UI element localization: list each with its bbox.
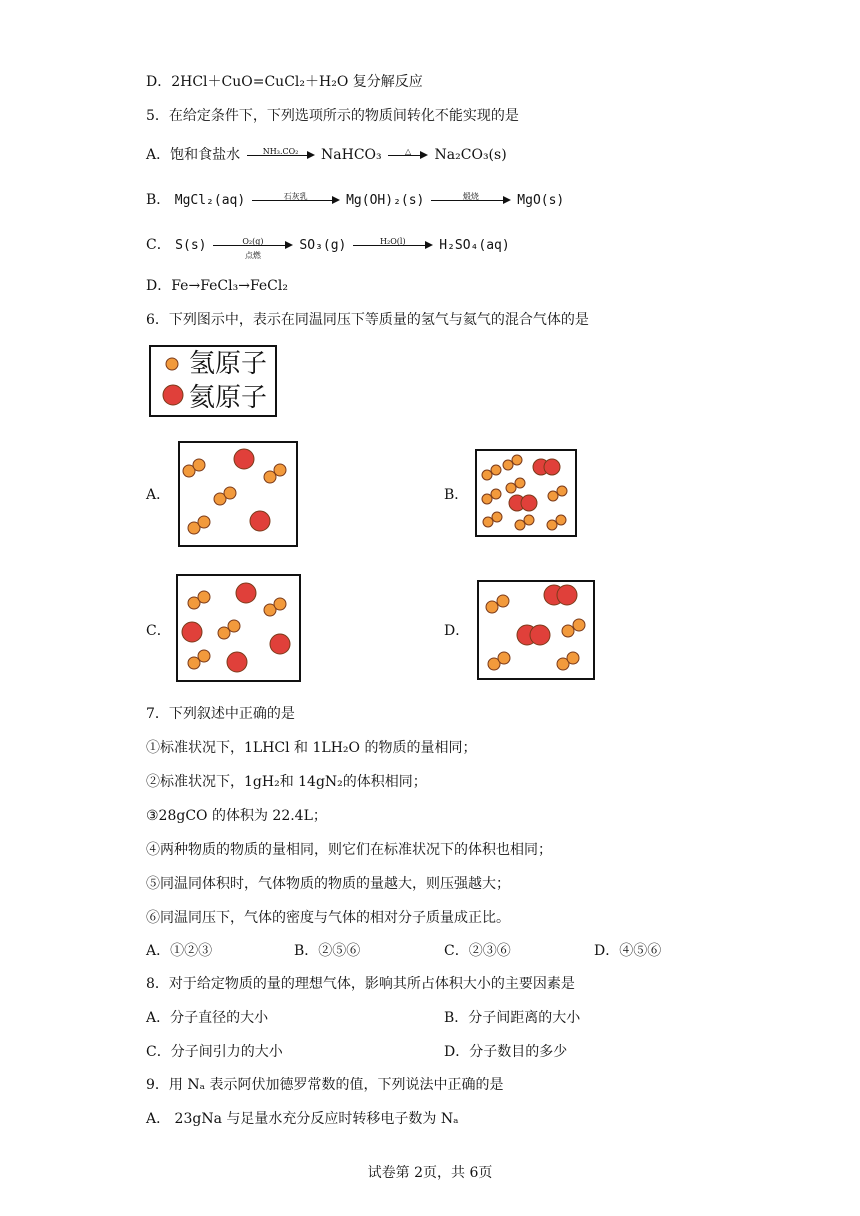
h2-molecule: [488, 652, 510, 670]
h2-molecule: [188, 650, 210, 669]
hydrogen-atom: [498, 652, 510, 664]
q5-option-d: D．Fe→FeCl₃→FeCl₂: [146, 278, 288, 294]
hydrogen-atom: [198, 516, 210, 528]
reaction-arrow: [213, 235, 293, 260]
q5-c-end: H₂SO₄(aq): [439, 238, 510, 253]
h2-molecule: [506, 478, 525, 493]
hydrogen-atom: [274, 598, 286, 610]
helium-pair: [517, 625, 550, 645]
q5-a-prefix: A．饱和食盐水: [146, 147, 241, 163]
q5-option-c: [146, 235, 510, 260]
helium-atom: [557, 585, 577, 605]
helium-atom: [544, 459, 560, 475]
hydrogen-atom: [274, 464, 286, 476]
helium-atom: [270, 634, 290, 654]
q7-choice-b: B．②⑤⑥: [294, 943, 361, 959]
h2-molecule: [264, 598, 286, 616]
legend-box: [149, 345, 277, 417]
q5-stem: 5．在给定条件下，下列选项所示的物质间转化不能实现的是: [146, 108, 519, 124]
h2-molecule: [188, 516, 210, 534]
hydrogen-atom: [228, 620, 240, 632]
hydrogen-atom: [547, 520, 557, 530]
q9-stem: 9．用 Nₐ 表示阿伏加德罗常数的值，下列说法中正确的是: [146, 1077, 504, 1093]
hydrogen-atom: [486, 601, 498, 613]
arrow-condition: H₂O(l): [380, 237, 406, 246]
helium-atom: [182, 622, 202, 642]
q9-option-a: A． 23gNa 与足量水充分反应时转移电子数为 Nₐ: [146, 1111, 459, 1127]
reaction-arrow: [353, 235, 433, 255]
q5-b-end: MgO(s): [517, 193, 565, 208]
h2-molecule: [482, 465, 501, 480]
hydrogen-atom: [492, 512, 502, 522]
q5-b-mid: Mg(OH)₂(s): [346, 193, 425, 208]
legend-hydrogen-label: 氢原子: [189, 349, 268, 379]
q7-choice-c: C．②③⑥: [444, 943, 511, 959]
helium-atom-legend-marker: [163, 385, 183, 405]
helium-pair: [533, 459, 560, 475]
q7-item: ③28gCO 的体积为 22.4L；: [146, 808, 327, 824]
q7-choice-d: D．④⑤⑥: [594, 943, 662, 959]
helium-atom: [530, 625, 550, 645]
helium-pair: [544, 585, 577, 605]
q7-item: ①标准状况下，1LHCl 和 1LH₂O 的物质的量相同；: [146, 740, 477, 756]
legend-helium-label: 氦原子: [189, 383, 268, 413]
arrow-condition-bottom: 点燃: [244, 251, 261, 260]
hydrogen-atom: [548, 491, 558, 501]
reaction-arrow: [388, 145, 428, 165]
q5-c-prefix: C．: [146, 237, 171, 253]
diagram-a: [178, 441, 298, 547]
hydrogen-atom: [562, 625, 574, 637]
q7-item: ⑤同温同体积时，气体物质的物质的量越大，则压强越大；: [146, 876, 510, 892]
arrow-condition: 煅烧: [462, 192, 479, 201]
h2-molecule: [218, 620, 240, 639]
hydrogen-atom: [482, 494, 492, 504]
q8-stem: 8．对于给定物质的量的理想气体，影响其所占体积大小的主要因素是: [146, 976, 575, 992]
hydrogen-atom: [515, 478, 525, 488]
q6-stem: 6．下列图示中，表示在同温同压下等质量的氢气与氦气的混合气体的是: [146, 312, 589, 328]
h2-molecule: [557, 652, 579, 670]
q5-c-start: S(s): [175, 238, 207, 253]
q7-stem: 7．下列叙述中正确的是: [146, 706, 295, 722]
hydrogen-atom: [198, 591, 210, 603]
helium-atom: [236, 583, 256, 603]
h2-molecule: [503, 455, 522, 470]
q6-option-b-label: B．: [444, 487, 469, 503]
reaction-arrow: [431, 190, 511, 210]
h2-molecule: [214, 487, 236, 505]
q8-choice-b: B．分子间距离的大小: [444, 1010, 581, 1026]
hydrogen-atom: [512, 455, 522, 465]
helium-atom: [250, 511, 270, 531]
q7-item: ④两种物质的物质的量相同，则它们在标准状况下的体积也相同；: [146, 842, 552, 858]
q5-option-a: [146, 145, 507, 165]
hydrogen-atom: [193, 459, 205, 471]
hydrogen-atom: [573, 619, 585, 631]
h2-molecule: [562, 619, 585, 637]
q8-choice-c: C．分子间引力的大小: [146, 1044, 283, 1060]
arrow-condition: 石灰乳: [283, 192, 308, 201]
q4-option-d: D．2HCl＋CuO=CuCl₂＋H₂O 复分解反应: [146, 74, 423, 90]
h2-molecule: [183, 459, 205, 477]
helium-atom: [521, 495, 537, 511]
q5-b-prefix: B．: [146, 192, 171, 208]
diagram-d-canvas: [479, 582, 593, 678]
q7-item: ②标准状况下，1gH₂和 14gN₂的体积相同；: [146, 774, 427, 790]
q5-c-mid: SO₃(g): [299, 238, 347, 253]
diagram-a-canvas: [180, 443, 296, 545]
page-footer: 试卷第 2页，共 6页: [367, 1165, 493, 1181]
h2-molecule: [515, 515, 534, 530]
q6-option-d-label: D．: [444, 623, 470, 639]
q7-item: ⑥同温同压下，气体的密度与气体的相对分子质量成正比。: [146, 910, 510, 926]
diagram-b-canvas: [477, 451, 575, 535]
helium-atom: [227, 652, 247, 672]
arrow-condition: NH₃.CO₂: [262, 147, 299, 156]
h2-molecule: [482, 489, 501, 504]
q8-choice-d: D．分子数目的多少: [444, 1044, 568, 1060]
h2-molecule: [188, 591, 210, 609]
arrow-condition-top: O₂(g): [242, 237, 264, 246]
hydrogen-atom: [491, 489, 501, 499]
h2-molecule: [548, 486, 567, 501]
h2-molecule: [486, 595, 509, 613]
hydrogen-atom: [567, 652, 579, 664]
hydrogen-atom-legend-marker: [166, 358, 178, 370]
hydrogen-atom: [557, 486, 567, 496]
hydrogen-atom: [482, 470, 492, 480]
arrow-condition: △: [405, 147, 412, 156]
hydrogen-atom: [556, 515, 566, 525]
hydrogen-atom: [524, 515, 534, 525]
hydrogen-atom: [491, 465, 501, 475]
helium-atom: [234, 449, 254, 469]
h2-molecule: [483, 512, 502, 527]
hydrogen-atom: [198, 650, 210, 662]
q6-option-c-label: C．: [146, 623, 171, 639]
q5-a-end: Na₂CO₃(s): [434, 147, 507, 163]
hydrogen-atom: [224, 487, 236, 499]
hydrogen-atom: [506, 483, 516, 493]
reaction-arrow: [247, 145, 315, 165]
q5-b-start: MgCl₂(aq): [174, 193, 246, 208]
q5-option-b: [146, 190, 564, 211]
q8-choice-a: A．分子直径的大小: [146, 1010, 269, 1026]
diagram-d: [477, 580, 595, 680]
hydrogen-atom: [483, 517, 493, 527]
diagram-b: [475, 449, 577, 537]
hydrogen-atom: [515, 520, 525, 530]
hydrogen-atom: [497, 595, 509, 607]
h2-molecule: [547, 515, 566, 530]
helium-pair: [509, 495, 537, 511]
q7-choice-a: A．①②③: [146, 943, 213, 959]
q6-option-a-label: A．: [146, 487, 171, 503]
diagram-c: [176, 574, 301, 682]
hydrogen-atom: [503, 460, 513, 470]
q5-a-mid: NaHCO₃: [321, 147, 382, 163]
h2-molecule: [264, 464, 286, 483]
reaction-arrow: [252, 190, 340, 210]
diagram-c-canvas: [178, 576, 299, 680]
